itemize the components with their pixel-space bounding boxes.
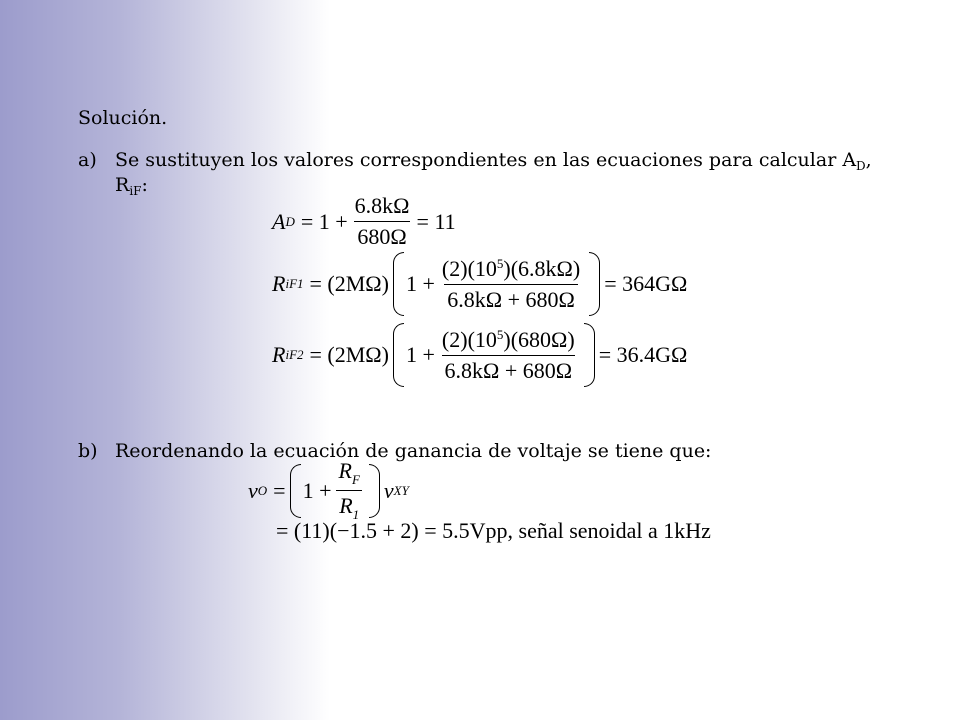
item-a-marker: a): [78, 149, 97, 171]
vo-result-expr: = (11)(−1.5 + 2) = 5.5Vpp,: [276, 518, 514, 543]
ad-post: = 11: [416, 208, 456, 234]
vo-left-paren: [290, 464, 301, 518]
item-b-marker: b): [78, 440, 98, 462]
vo-right-paren: [369, 464, 380, 518]
rif2-lhs-sub: iF2: [285, 347, 304, 362]
rif2-fraction: [439, 327, 578, 384]
vo-eq: =: [273, 477, 286, 503]
rif1-post: = 364GΩ: [604, 271, 688, 296]
item-a-text: [115, 149, 915, 199]
vo-post: v: [383, 477, 394, 503]
rif2-right-paren: [584, 323, 595, 387]
rif1-lhs: R: [272, 271, 286, 296]
equation-rif2: [272, 323, 687, 387]
rif1-one-plus: 1 +: [406, 271, 435, 296]
vo-lhs-sub: O: [257, 482, 268, 498]
rif2-left-paren: [393, 323, 404, 387]
vo-post-sub: XY: [393, 482, 409, 498]
ad-num: 6.8kΩ: [354, 193, 410, 218]
rif2-post: = 36.4GΩ: [598, 342, 688, 367]
item-b-text: Reordenando la ecuación de ganancia de voltaje se tiene que:: [115, 440, 712, 462]
rif1-left-paren: [393, 252, 404, 316]
rif1-lhs-sub: iF1: [285, 276, 304, 291]
item-a-sep: ,: [865, 149, 872, 171]
rif1-pre: = (2MΩ): [309, 271, 389, 296]
vo-result-text: señal senoidal a 1kHz: [513, 518, 711, 543]
rif2-num: $(2)(10^5)(680\Omega)$: [441, 326, 575, 352]
item-a-end: :: [141, 174, 148, 196]
equation-rif1: [272, 252, 687, 316]
item-a-sub-if: iF: [129, 184, 142, 198]
rif2-one-plus: 1 +: [406, 342, 435, 367]
rif1-right-paren: [589, 252, 600, 316]
rif2-pre: = (2MΩ): [309, 342, 389, 367]
ad-pre: = 1 +: [300, 208, 348, 234]
rif1-fraction: [439, 256, 583, 313]
ad-den: 680Ω: [354, 221, 409, 250]
ad-lhs-sub: D: [285, 213, 295, 229]
item-a-sub-d: D: [856, 159, 866, 173]
rif1-den: 6.8kΩ + 680Ω: [444, 284, 578, 313]
rif2-den: 6.8kΩ + 680Ω: [442, 355, 576, 384]
ad-fraction: [352, 193, 413, 250]
vo-fraction: [336, 458, 363, 523]
equation-vo: [248, 458, 409, 523]
item-a-prefix: Se sustituyen los valores correspondientes en las ecuaciones para calcular A: [115, 149, 857, 171]
vo-num: $R_F$: [338, 458, 360, 487]
equation-ad: [272, 193, 456, 250]
solution-heading: Solución.: [78, 107, 168, 129]
vo-one-plus: 1 +: [302, 477, 332, 503]
item-a-r: R: [115, 174, 130, 196]
vo-den: $R_1$: [336, 490, 362, 523]
ad-lhs: A: [272, 208, 286, 234]
rif2-lhs: R: [272, 342, 286, 367]
equation-vo-result: [276, 518, 711, 544]
rif1-num: $(2)(10^5)(6.8k\Omega)$: [441, 255, 581, 281]
vo-lhs: v: [248, 477, 258, 503]
